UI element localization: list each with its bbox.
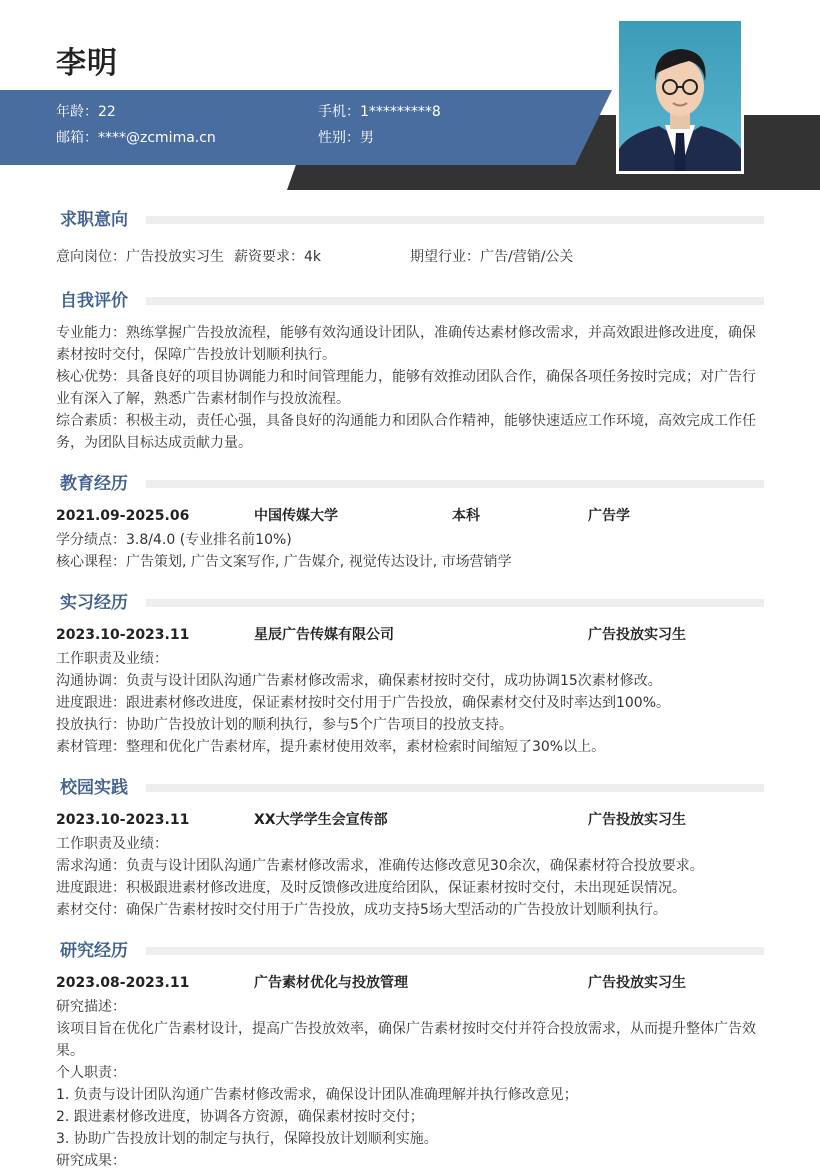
research-desc-label: 研究描述： <box>56 999 126 1015</box>
internship-duty-label: 工作职责及业绩： <box>56 651 168 667</box>
phone-field: 手机：1*********8 <box>318 104 441 120</box>
list-item: 3. 协助广告投放计划的制定与执行，保障投放计划顺利实施。 <box>56 1131 438 1147</box>
section-research <box>56 939 764 963</box>
section-title: 研究经历 <box>60 939 138 963</box>
section-campus-practice <box>56 776 764 800</box>
education-major: 广告学 <box>588 508 630 524</box>
self-eval-qualities: 综合素质：积极主动，责任心强，具备良好的沟通能力和团队合作精神，能够快速适应工作环境，高效完成工作任务，为团队目标达成贡献力量。 <box>56 413 756 451</box>
avatar <box>619 21 741 171</box>
research-role: 广告投放实习生 <box>588 975 686 991</box>
list-item: 需求沟通：负责与设计团队沟通广告素材修改需求，准确传达修改意见30余次，确保素材符合投放要求。 <box>56 858 704 874</box>
age-field: 年龄：22 <box>56 104 116 120</box>
list-item: 1. 负责与设计团队沟通广告素材修改需求，确保设计团队准确理解并执行修改意见； <box>56 1087 578 1103</box>
section-divider <box>146 784 764 792</box>
list-item: 素材交付：确保广告素材按时交付用于广告投放，成功支持5场大型活动的广告投放计划顺利执行。 <box>56 902 667 918</box>
list-item: 2. 跟进素材修改进度，协调各方资源，确保素材按时交付； <box>56 1109 424 1125</box>
section-divider <box>146 216 764 224</box>
section-divider <box>146 947 764 955</box>
section-divider <box>146 599 764 607</box>
intent-salary: 薪资要求：4k <box>234 249 322 265</box>
section-title: 自我评价 <box>60 289 138 313</box>
campus-duty-label: 工作职责及业绩： <box>56 836 168 852</box>
self-eval-strengths: 核心优势：具备良好的项目协调能力和时间管理能力，能够有效推动团队合作，确保各项任务按时完成；对广告行业有深入了解，熟悉广告素材制作与投放流程。 <box>56 369 756 407</box>
research-description: 该项目旨在优化广告素材设计，提高广告投放效率，确保广告素材按时交付并符合投放需求，从而提升整体广告效果。 <box>56 1021 756 1059</box>
profile-photo <box>616 18 744 174</box>
list-item: 进度跟进：积极跟进素材修改进度，及时反馈修改进度给团队，保证素材按时交付，未出现延误情况。 <box>56 880 686 896</box>
internship-company: 星辰广告传媒有限公司 <box>254 627 394 643</box>
education-date: 2021.09-2025.06 <box>56 508 190 524</box>
candidate-name: 李明 <box>56 46 118 81</box>
education-school: 中国传媒大学 <box>254 508 338 524</box>
list-item: 投放执行：协助广告投放计划的顺利执行，参与5个广告项目的投放支持。 <box>56 717 513 733</box>
intent-industry: 期望行业：广告/营销/公关 <box>410 249 574 265</box>
list-item: 素材管理：整理和优化广告素材库，提升素材使用效率，素材检索时间缩短了30%以上。 <box>56 739 606 755</box>
email-field: 邮箱：****@zcmima.cn <box>56 130 216 146</box>
education-gpa: 学分绩点：3.8/4.0 (专业排名前10%) <box>56 532 292 548</box>
list-item: 进度跟进：跟进素材修改进度，保证素材按时交付用于广告投放，确保素材交付及时率达到100%。 <box>56 695 671 711</box>
intent-position: 意向岗位：广告投放实习生 <box>56 249 224 265</box>
section-title: 实习经历 <box>60 591 138 615</box>
campus-role: 广告投放实习生 <box>588 812 686 828</box>
education-degree: 本科 <box>452 508 480 524</box>
campus-date: 2023.10-2023.11 <box>56 812 190 828</box>
campus-org: XX大学学生会宣传部 <box>254 812 388 828</box>
section-title: 教育经历 <box>60 472 138 496</box>
section-title: 校园实践 <box>60 776 138 800</box>
section-divider <box>146 480 764 488</box>
self-eval-professional: 专业能力：熟练掌握广告投放流程，能够有效沟通设计团队，准确传达素材修改需求，并高效跟进修改进度，确保素材按时交付，保障广告投放计划顺利执行。 <box>56 325 756 363</box>
gender-field: 性别：男 <box>318 130 374 146</box>
section-education <box>56 472 764 496</box>
section-internship <box>56 591 764 615</box>
education-courses: 核心课程：广告策划, 广告文案写作, 广告媒介, 视觉传达设计, 市场营销学 <box>56 554 512 570</box>
research-project: 广告素材优化与投放管理 <box>254 975 408 991</box>
section-title: 求职意向 <box>60 208 138 232</box>
research-result-label: 研究成果： <box>56 1153 126 1169</box>
list-item: 沟通协调：负责与设计团队沟通广告素材修改需求，确保素材按时交付，成功协调15次素材修改。 <box>56 673 662 689</box>
research-duty-label: 个人职责： <box>56 1065 126 1081</box>
section-self-evaluation <box>56 289 764 313</box>
internship-date: 2023.10-2023.11 <box>56 627 190 643</box>
person-portrait-icon <box>619 21 741 171</box>
section-job-intent <box>56 208 764 232</box>
research-date: 2023.08-2023.11 <box>56 975 190 991</box>
internship-role: 广告投放实习生 <box>588 627 686 643</box>
section-divider <box>146 297 764 305</box>
